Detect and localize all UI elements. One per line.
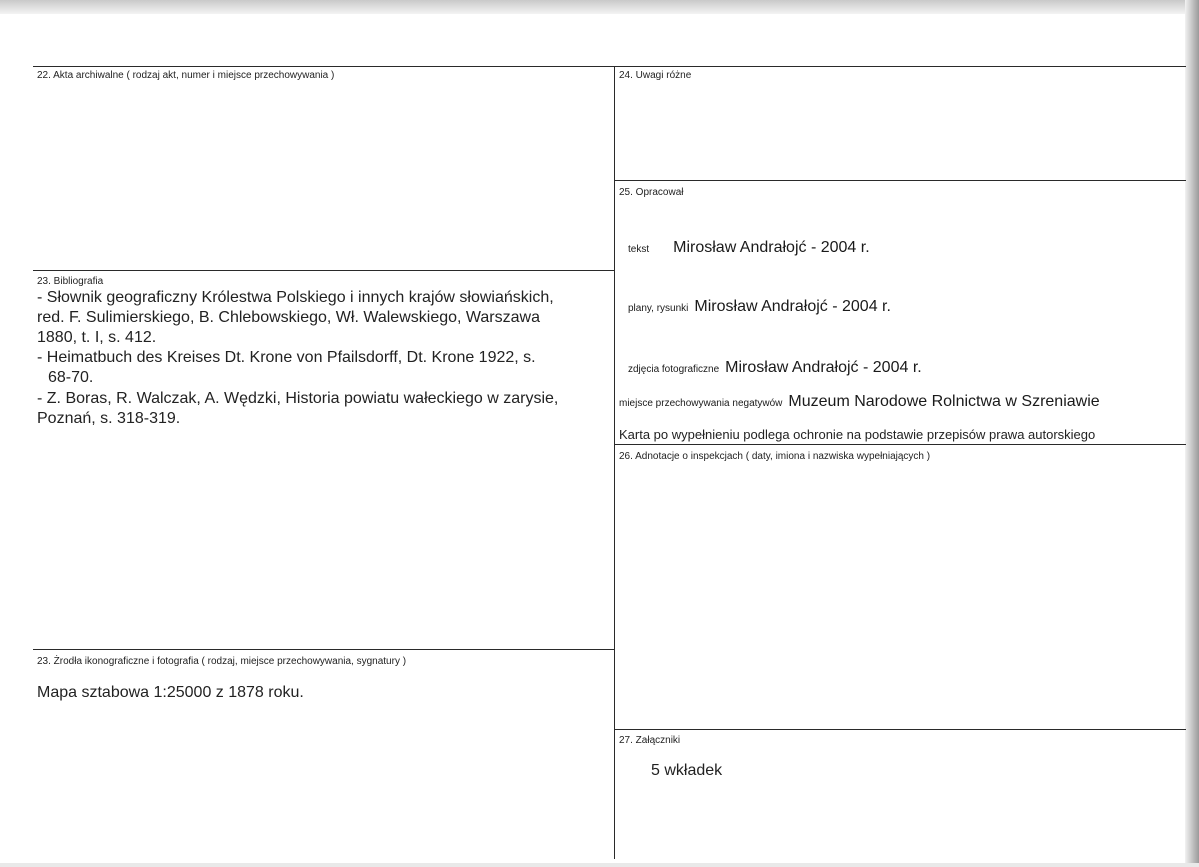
tekst-label: tekst [628,244,650,255]
scan-edge-right [1185,0,1199,867]
zdjecia-row [628,359,922,377]
bibliografia-line: 68-70. [48,369,94,386]
negatywy-label: miejsce przechowywania negatywów [619,398,783,409]
rule-zalaczniki [614,729,1186,730]
bibliografia-line: - Z. Boras, R. Walczak, A. Wędzki, Historia powiatu wałeckiego w zarysie, [37,390,559,407]
tekst-row [628,239,870,257]
zrodla-label: 23. Żrodła ikonograficzne i fotografia ( rodzaj, miejsce przechowywania, sygnatury ) [37,656,407,667]
rule-zrodla [33,649,614,650]
plany-label: plany, rysunki [628,303,689,314]
zalaczniki-label: 27. Załączniki [619,735,681,746]
bibliografia-label: 23. Bibliografia [37,276,104,287]
bibliografia-line: - Heimatbuch des Kreises Dt. Krone von Pfailsdorff, Dt. Krone 1922, s. [37,349,536,366]
rule-bibliografia [33,270,614,271]
plany-value: Mirosław Andrałojć - 2004 r. [694,298,891,315]
adnotacje-label: 26. Adnotacje o inspekcjach ( daty, imiona i nazwiska wypełniających ) [619,451,931,462]
bibliografia-line: Poznań, s. 318-319. [37,410,181,427]
rule-adnotacje [614,444,1186,445]
top-rule [33,66,1186,67]
scan-edge-bottom [0,863,1199,867]
zalaczniki-value: 5 wkładek [651,762,723,779]
akta-label: 22. Akta archiwalne ( rodzaj akt, numer i miejsce przechowywania ) [37,70,335,81]
negatywy-value: Muzeum Narodowe Rolnictwa w Szreniawie [788,393,1100,410]
uwagi-label: 24. Uwagi różne [619,70,692,81]
negatywy-row [619,393,1100,411]
opracowal-label: 25. Opracował [619,187,684,198]
bibliografia-line: red. F. Sulimierskiego, B. Chlebowskiego, Wł. Walewskiego, Warszawa [37,309,540,326]
scan-edge-top [0,0,1199,14]
zrodla-value: Mapa sztabowa 1:25000 z 1878 roku. [37,684,304,701]
zdjecia-value: Mirosław Andrałojć - 2004 r. [725,359,922,376]
copyright-note: Karta po wypełnieniu podlega ochronie na podstawie przepisów prawa autorskiego [619,427,1096,442]
bibliografia-line: - Słownik geograficzny Królestwa Polskiego i innych krajów słowiańskich, [37,289,554,306]
rule-opracowal [614,180,1186,181]
tekst-value: Mirosław Andrałojć - 2004 r. [673,239,870,256]
zdjecia-label: zdjęcia fotograficzne [628,364,720,375]
bibliografia-line: 1880, t. I, s. 412. [37,329,157,346]
center-divider [614,66,615,859]
plany-row [628,298,891,316]
